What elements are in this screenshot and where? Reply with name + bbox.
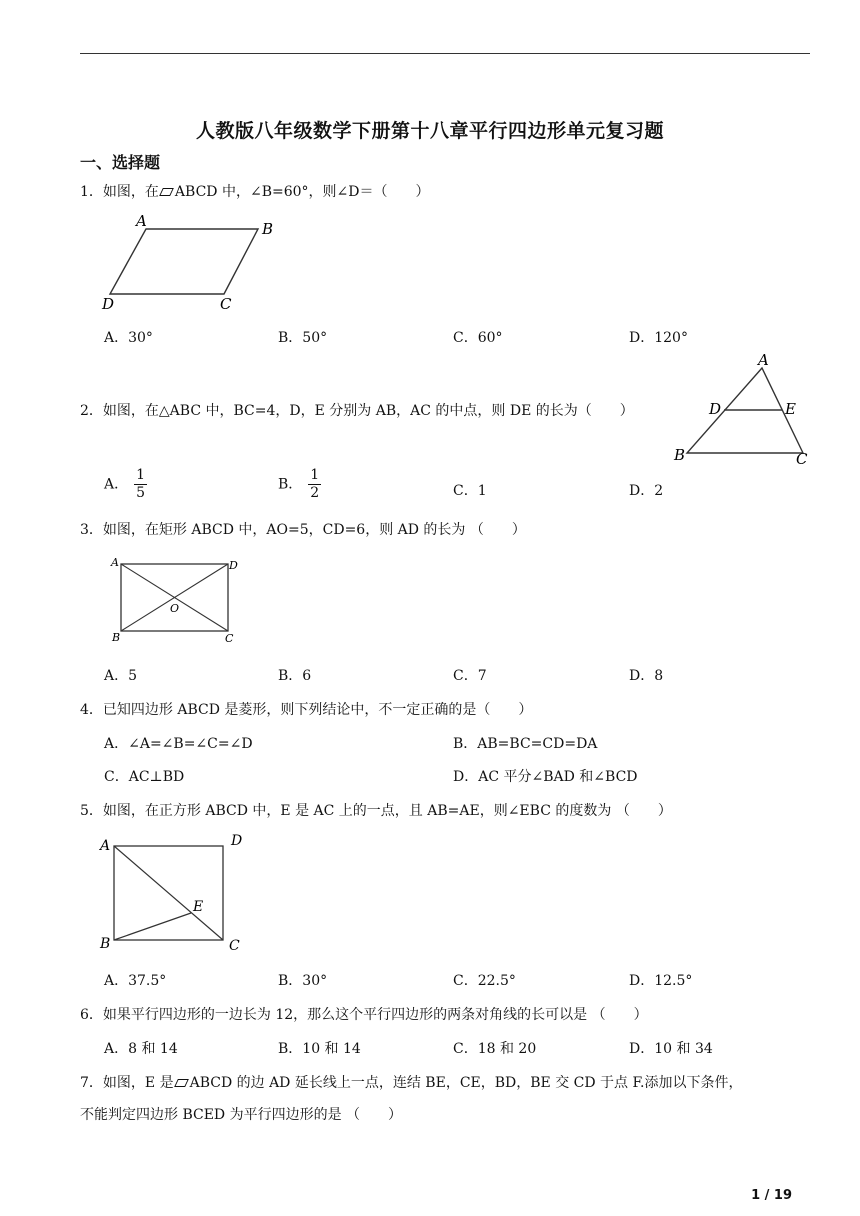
option-5c: C．22.5° [453, 973, 516, 989]
option-4c: C．AC⊥BD [104, 769, 185, 785]
question-6-stem: 6．如果平行四边形的一边长为 12，那么这个平行四边形的两条对角线的长可以是 （ ） [80, 1007, 648, 1023]
option-4d: D．AC 平分∠BAD 和∠BCD [453, 769, 638, 785]
option-1d: D．120° [629, 330, 688, 346]
question-7-text-after: ABCD 的边 AD 延长线上一点，连结 BE，CE，BD，BE 交 CD 于点 F.添加以下条件， [189, 1075, 743, 1091]
section-heading: 一、选择题 [80, 153, 161, 172]
label-a: A [136, 212, 147, 230]
parallelogram-icon [174, 1079, 189, 1087]
option-5d: D．12.5° [629, 973, 693, 989]
page-number: 1 / 19 [751, 1188, 792, 1203]
label-a: A [758, 351, 769, 369]
label-c: C [225, 632, 234, 645]
label-b: B [112, 631, 121, 644]
fraction: $\frac{1}{5}$ [136, 467, 146, 501]
option-3b: B．6 [278, 668, 312, 684]
option-5b: B．30° [278, 973, 328, 989]
option-6a: A．8 和 14 [104, 1041, 178, 1057]
question-5-stem: 5．如图，在正方形 ABCD 中，E 是 AC 上的一点，且 AB=AE，则∠EBC 的度数为 （ ） [80, 803, 672, 819]
parallelogram-icon [159, 188, 174, 196]
option-4a: A．∠A=∠B=∠C=∠D [104, 736, 253, 752]
question-7-text-before: 7．如图，E 是 [80, 1075, 174, 1091]
option-2d: D．2 [629, 483, 664, 499]
question-7-stem-line2: 不能判定四边形 BCED 为平行四边形的是 （ ） [80, 1107, 403, 1123]
label-d: D [231, 833, 243, 849]
question-1-text-after: ABCD 中，∠B=60°，则∠D＝（ ） [174, 184, 430, 200]
label-c: C [220, 295, 232, 313]
option-6d: D．10 和 34 [629, 1041, 713, 1057]
label-e: E [785, 400, 796, 418]
label-c: C [796, 450, 808, 468]
option-6b: B．10 和 14 [278, 1041, 361, 1057]
option-5a: A．37.5° [104, 973, 167, 989]
option-2a: A． $\frac{1}{5}$ [104, 467, 146, 501]
label-a: A [111, 556, 119, 569]
fraction: $\frac{1}{2}$ [310, 467, 320, 501]
label-c: C [229, 938, 240, 954]
page-title: 人教版八年级数学下册第十八章平行四边形单元复习题 [195, 120, 664, 142]
label-a: A [100, 838, 111, 854]
option-1c: C．60° [453, 330, 503, 346]
label-d: D [102, 295, 115, 313]
label-o: O [170, 602, 180, 615]
option-3a: A．5 [104, 668, 138, 684]
option-6c: C．18 和 20 [453, 1041, 537, 1057]
question-2-figure [672, 350, 812, 470]
question-1-stem [80, 181, 430, 201]
option-2b: B． $\frac{1}{2}$ [278, 467, 320, 501]
label-b: B [100, 936, 111, 952]
question-7-stem [80, 1072, 743, 1092]
label-d: D [229, 559, 238, 572]
question-2-stem: 2．如图，在△ABC 中，BC=4，D，E 分别为 AB，AC 的中点，则 DE 的长为（ ） [80, 403, 634, 419]
option-1b: B．50° [278, 330, 328, 346]
question-1-text-before: 1．如图，在 [80, 184, 159, 200]
option-1a: A．30° [104, 330, 153, 346]
question-3-stem: 3．如图，在矩形 ABCD 中，AO=5，CD=6，则 AD 的长为 （ ） [80, 522, 526, 538]
option-4b: B．AB=BC=CD=DA [453, 736, 598, 752]
label-b: B [262, 220, 274, 238]
label-b: B [674, 446, 686, 464]
label-d: D [709, 400, 722, 418]
option-3d: D．8 [629, 668, 664, 684]
question-1-figure [100, 212, 290, 312]
label-e: E [193, 899, 204, 915]
question-5-figure [98, 830, 248, 955]
option-2c: C．1 [453, 483, 487, 499]
question-3-figure [108, 555, 248, 650]
header-rule [80, 53, 810, 54]
question-4-stem: 4．已知四边形 ABCD 是菱形，则下列结论中，不一定正确的是（ ） [80, 702, 533, 718]
option-3c: C．7 [453, 668, 487, 684]
